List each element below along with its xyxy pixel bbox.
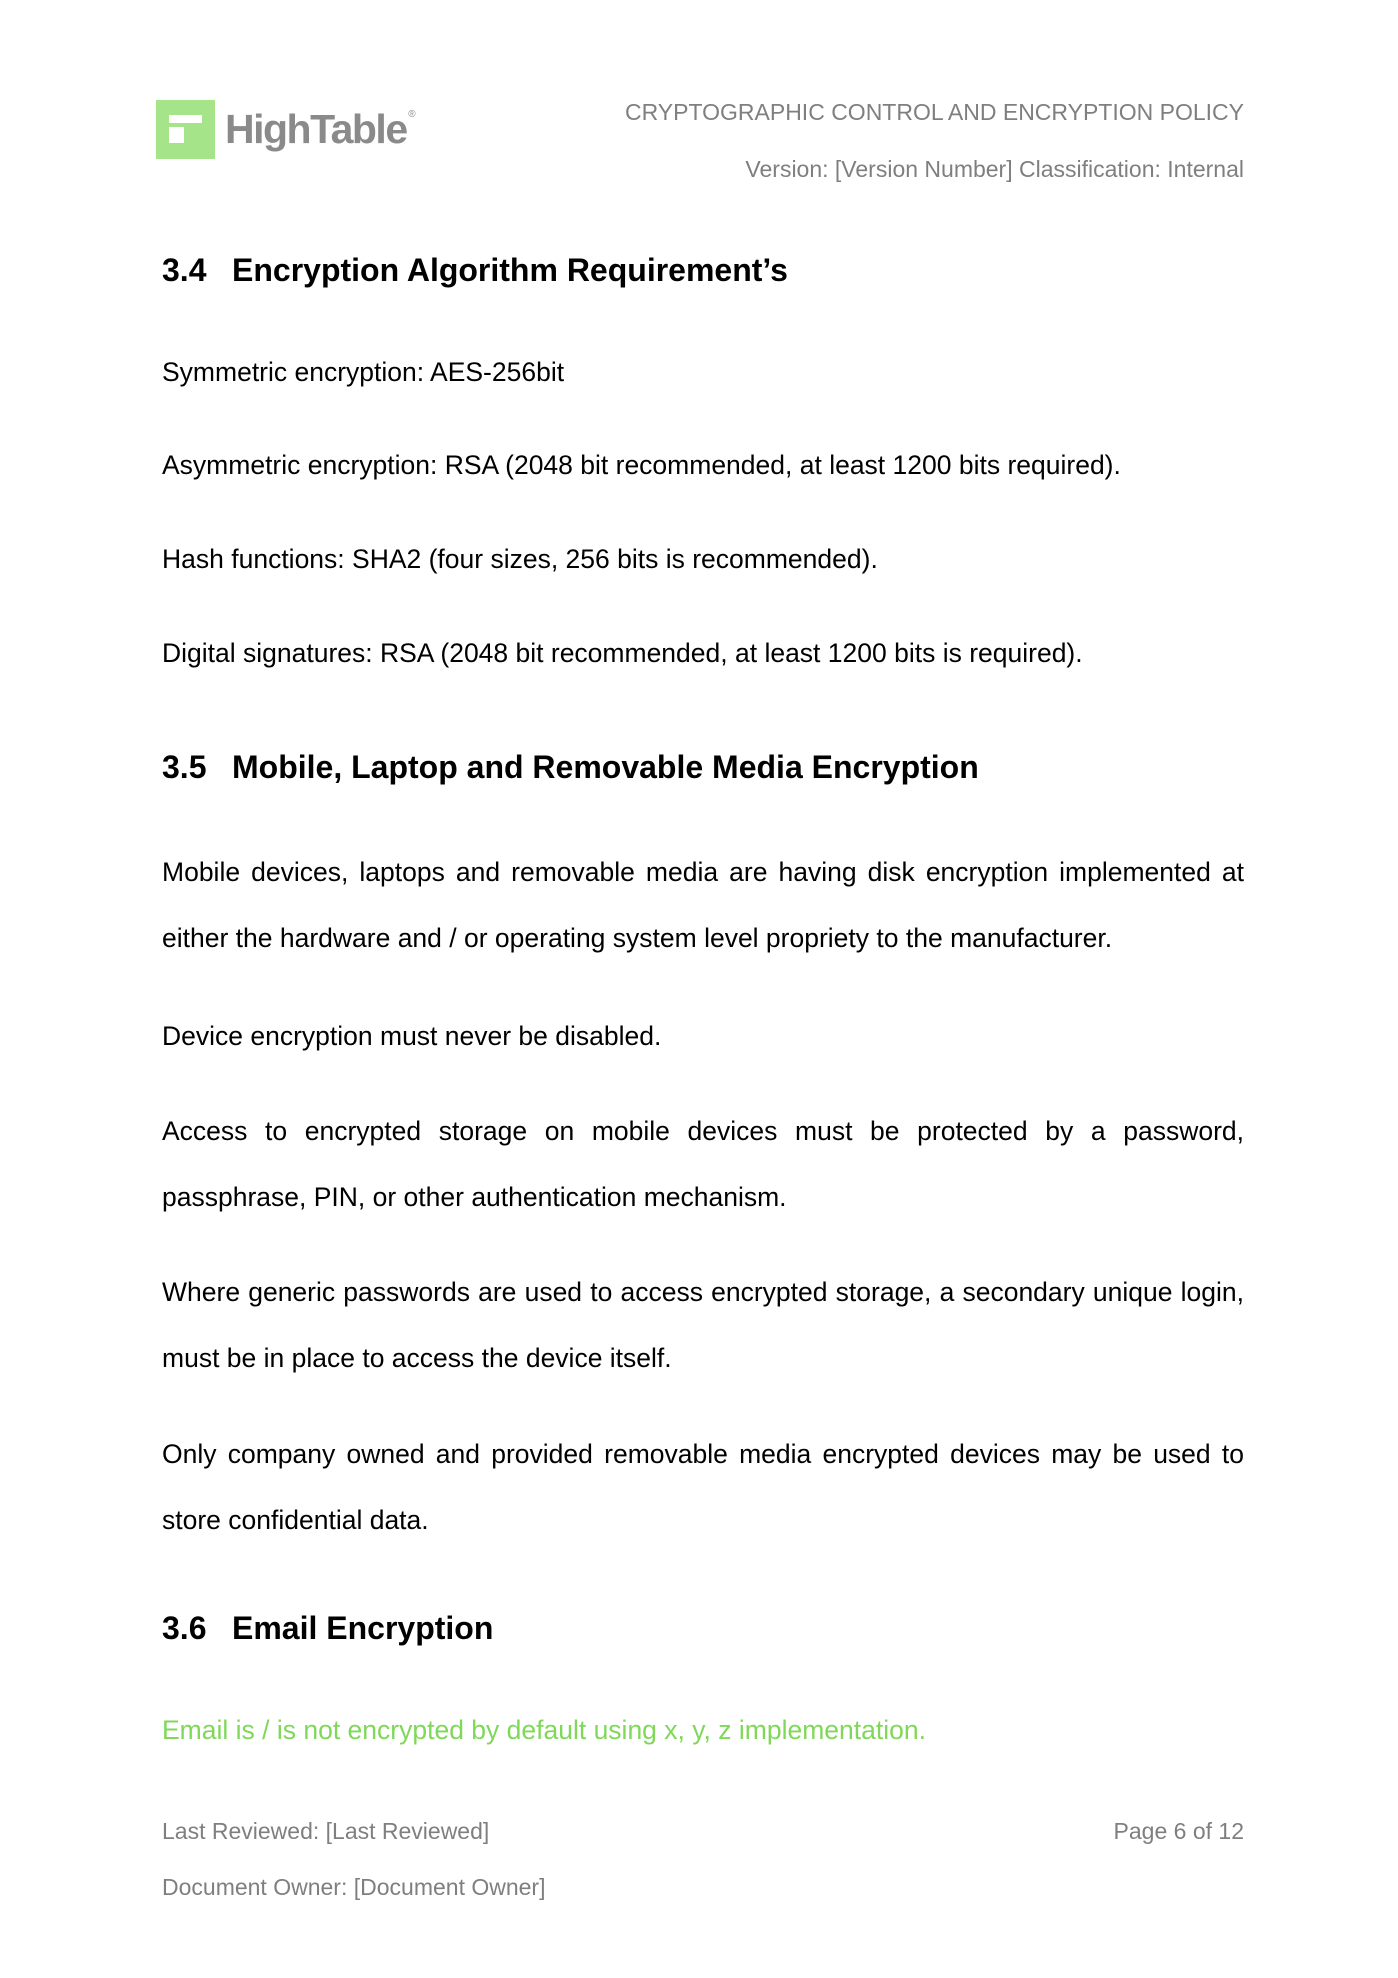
paragraph-disk-encryption: Mobile devices, laptops and removable media are having disk encryption implemented at either the hardware and / or operating system level propriety to the manufacturer. [162,857,1244,953]
section-number: 3.6 [162,1610,207,1646]
last-reviewed: Last Reviewed: [Last Reviewed] [162,1818,490,1844]
section-number: 3.4 [162,252,207,288]
document-title: CRYPTOGRAPHIC CONTROL AND ENCRYPTION POLICY [625,99,1244,125]
section-title: Mobile, Laptop and Removable Media Encryption [232,749,979,785]
section-number: 3.5 [162,749,207,785]
registered-mark: ® [408,109,416,120]
paragraph-never-disabled: Device encryption must never be disabled. [162,1021,662,1051]
section-heading-3-5 [162,747,979,787]
paragraph-hash: Hash functions: SHA2 (four sizes, 256 bits is recommended). [162,544,878,574]
paragraph-signatures: Digital signatures: RSA (2048 bit recommended, at least 1200 bits is required). [162,638,1083,668]
paragraph-asymmetric: Asymmetric encryption: RSA (2048 bit recommended, at least 1200 bits required). [162,450,1121,480]
logo-wordmark: HighTable ® [225,106,416,152]
hightable-logo-icon [156,100,215,159]
page-number: Page 6 of 12 [1113,1818,1244,1844]
paragraph-generic-passwords: Where generic passwords are used to access encrypted storage, a secondary unique login, must be in place to access the device itself. [162,1277,1244,1373]
document-footer [162,1817,1244,1901]
paragraph-removable-media: Only company owned and provided removable media encrypted devices may be used to store confidential data. [162,1439,1244,1535]
document-owner: Document Owner: [Document Owner] [162,1874,546,1900]
section-heading-3-6 [162,1608,493,1648]
version-classification: Version: [Version Number] Classification: Internal [745,156,1244,182]
paragraph-email-encryption: Email is / is not encrypted by default using x, y, z implementation. [162,1715,926,1745]
paragraph-symmetric: Symmetric encryption: AES-256bit [162,357,565,387]
document-header [625,98,1244,183]
section-title: Email Encryption [232,1610,494,1646]
company-logo [156,100,416,159]
section-title: Encryption Algorithm Requirement’s [232,252,788,288]
section-heading-3-4 [162,250,788,290]
paragraph-access-protection: Access to encrypted storage on mobile devices must be protected by a password, passphrase, PIN, or other authentication mechanism. [162,1116,1244,1212]
footer-row [162,1817,1244,1845]
